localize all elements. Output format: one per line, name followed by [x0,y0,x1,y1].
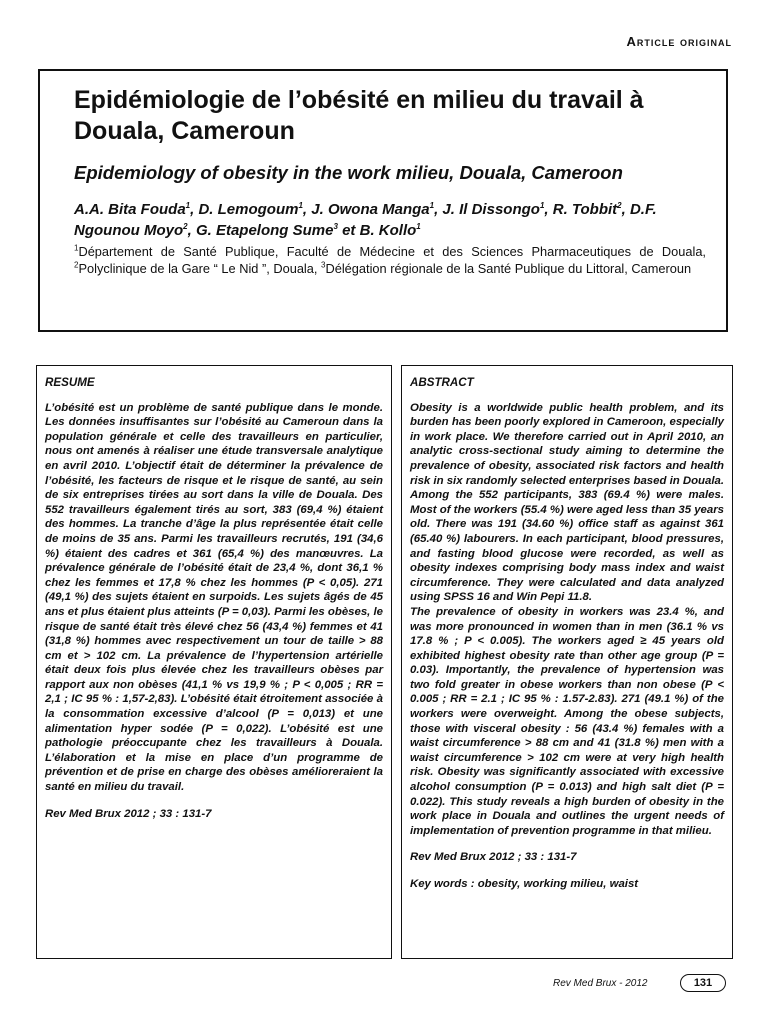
abstract-heading: ABSTRACT [410,376,474,389]
title-english: Epidemiology of obesity in the work milieu, Douala, Cameroon [74,162,623,183]
author-affiliation-marker: 1 [539,201,545,210]
affiliation-text: Département de Santé Publique, Faculté de Médecine et des Sciences Pharmaceutiques de Douala, [78,244,706,259]
title-french: Epidémiologie de l’obésité en milieu du travail à Douala, Cameroun [74,86,644,145]
abstract-box [401,365,733,959]
author-affiliation-marker: 1 [429,201,435,210]
author-affiliation-marker: 1 [416,222,421,231]
title-box [38,69,728,332]
affiliation-text: Délégation régionale de la Santé Publique du Littoral, Cameroun [325,261,692,276]
abstract-citation: Rev Med Brux 2012 ; 33 : 131-7 [410,851,577,864]
affiliation-marker: 1 [74,243,79,253]
author-name: J. Owona Manga [311,201,430,218]
author-list: A.A. Bita Fouda$^1$, D. Lemogoum$^1$, J. Owona Manga$^1$, J. Il Dissongo$^1$, R. Tobbit$^2$, D.F. Ngounou Moyo$^2$, G. Etapelong Sume$^3$ et B. Kollo$^1$ [74,201,657,239]
resume-box [36,365,392,959]
author-affiliation-marker: 3 [333,222,338,231]
page-number: 131 [680,974,726,992]
affiliation-marker: 3 [321,260,326,270]
affiliation-text: Polyclinique de la Gare “ Le Nid ”, Douala, [78,261,322,276]
author-affiliation-marker: 2 [617,201,622,210]
author-name: D.F. Ngounou Moyo [74,201,657,239]
footer-citation: Rev Med Brux - 2012 [553,978,648,989]
abstract-paragraph: The prevalence of obesity in workers was 23.4 %, and was more pronounced in women than in men (36.1 % vs 17.8 % ; P < 0.005). The workers aged ≥ 45 years old exhibited highest obesity rate than other age group (P = 0.03). Importantly, the prevalence of hypertension was two fold greater in obese workers than non obese (P < 0.005 ; RR = 2.1 ; IC 95 % : 1.57-2.83). 271 (49.1 %) of the workers were overweight. Among the obese subjects, those with visceral obesity : 56 (43.4 %) females with a waist circumference > 88 cm and 41 (31.8 %) men with a waist circumference > 102 cm were at very high health risk. Obesity was significantly associated with excessive alcohol consumption (P = 0.013) and high salt diet (P = 0.022). This study reveals a high burden of obesity in the work place in Douala and outlines the urgent needs of implementation of prevention programme in that milieu. [410,605,724,837]
author-affiliation-marker: 2 [183,222,188,231]
section-label: Article original [626,34,732,49]
resume-text: L’obésité est un problème de santé publique dans le monde. Les données insuffisantes sur l’obésité au Cameroun dans la population générale et celle des travailleurs en particulier, nous ont amenés à réaliser une étude transversale analytique en avril 2010. L’objectif était de déterminer la prévalence de l’obésité, les facteurs de risque et le risque de santé, au sein de six entreprises tirées au sort dans la ville de Douala. Des 552 travailleurs également tirés au sort, 383 (69,4 %) étaient des hommes. La tranche d’âge la plus représentée était celle de moins de 35 ans. Parmi les travailleurs recrutés, 191 (34,6 %) étaient des cadres et 361 (65,4 %) des manœuvres. La prévalence générale de l’obésité était de 23,4 %, dont 36,1 % chez les femmes et 17,8 % chez les hommes (P < 0,05). 271 (49,1 %) des sujets étaient en surpoids. Les sujets âgés de 45 ans et plus étaient plus atteints (P = 0,03). Parmi les obèses, le risque de santé était très élevé chez 56 (43,4 %) femmes et 41 (31,8 %) hommes avec respectivement un tour de taille > 88 cm et > 102 cm. La prévalence de l’hypertension artérielle était deux fois plus élevée chez les travailleurs obèses par rapport aux non obèses (41,1 % vs 19,9 % ; P < 0,005 ; RR = 2,1 ; IC 95 % : 1,57-2,83). L’obésité était étroitement associée à la consommation excessive d’alcool (P = 0,013) et une alimentation hyper sodée (P = 0,022). L’obésité est une pathologie préoccupante chez les travailleurs à Douala. L’élaboration et la mise en place d’un programme de prévention et de prise en charge des obèses amélioreraient la santé en milieu du travail. [45,401,383,794]
author-name: J. Il Dissongo [442,201,540,218]
author-affiliation-marker: 1 [298,201,303,210]
abstract-keywords: Key words : obesity, working milieu, waist [410,878,639,890]
abstract-paragraph: Obesity is a worldwide public health problem, and its burden has been poorly explored in Cameroon, especially in work place. We therefore carried out in April 2010, an analytic cross-sectional study aiming to determine the prevalence of obesity, associated risk factors and health risk in six randomly selected enterprises based in Douala. Among the 552 participants, 383 (69.4 %) were males. Most of the workers (55.4 %) were aged less than 35 years old. There was 191 (34.60 %) office staff as against 361 (65.40 %) labourers. In each participant, blood pressures, and fasting blood glucose were recorded, as well as obesity indexes comprising body mass index and waist circumference. They were calculated and data analyzed using SPSS 16 and Win Pepi 11.8. [410,401,724,604]
affiliation-marker: 2 [74,260,79,270]
author-name: A.A. Bita Fouda [74,201,186,218]
author-name: D. Lemogoum [198,201,299,218]
resume-citation: Rev Med Brux 2012 ; 33 : 131-7 [45,807,212,820]
author-name: G. Etapelong Sume [195,222,334,239]
resume-heading: RESUME [45,376,95,389]
author-affiliation-marker: 1 [185,201,191,210]
author-name: R. Tobbit [552,201,618,218]
author-name: B. Kollo [359,222,417,239]
affiliations [74,243,706,277]
